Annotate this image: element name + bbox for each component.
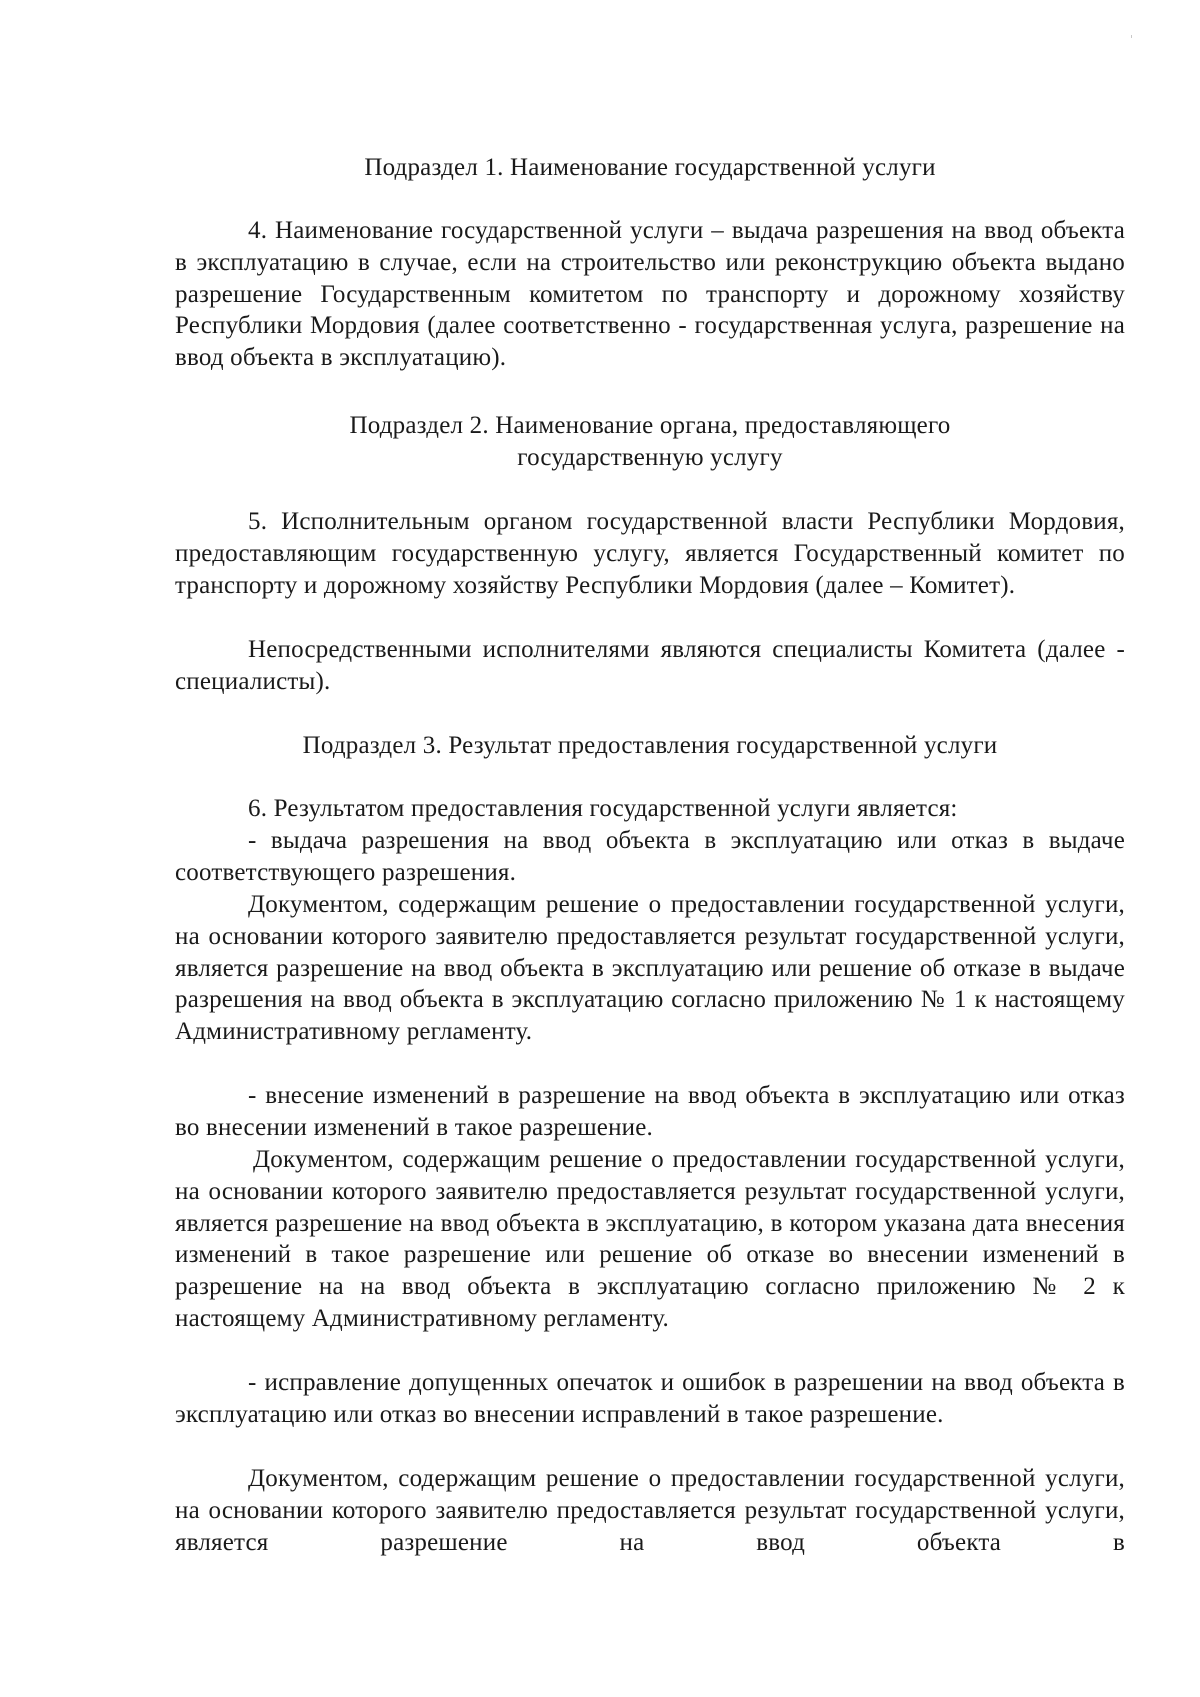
paragraph-document-1: Документом, содержащим решение о предоставлении государственной услуги, на основании которого заявителю предоставляется результат государственной услуги, является разрешение на ввод объекта в эксплуатацию или решение об отказе в выдаче разрешения на ввод объекта в эксплуатацию согласно приложению № 1 к настоящему Административному регламенту.: [175, 891, 1125, 1046]
paragraph-4: 4. Наименование государственной услуги – выдача разрешения на ввод объекта в эксплуатацию в случае, если на строительство или реконструкцию объекта выдано разрешение Государственным комитетом по транспорту и дорожному хозяйству Республики Мордовия (далее соответственно - государственная услуга, разрешение на ввод объекта в эксплуатацию).: [175, 217, 1125, 372]
section-3-heading: Подраздел 3. Результат предоставления государственной услуги: [302, 732, 998, 759]
paragraph-5: 5. Исполнительным органом государственной власти Республики Мордовия, предоставляющим государственную услугу, является Государственный комитет по транспорту и дорожному хозяйству Республики Мордовия (далее – Комитет).: [175, 508, 1125, 599]
paragraph-document-2: Документом, содержащим решение о предоставлении государственной услуги, на основании которого заявителю предоставляется результат государственной услуги, является разрешение на ввод объекта в эксплуатацию, в котором указана дата внесения изменений в такое разрешение или решение об отказе во внесении изменений в разрешение на на ввод объекта в эксплуатацию согласно приложению № 2 к настоящему Административному регламенту.: [175, 1146, 1125, 1332]
section-1-heading: Подраздел 1. Наименование государственной услуги: [364, 154, 936, 181]
section-2-heading-line-2: государственную услугу: [517, 444, 783, 471]
list-item-issuance: - выдача разрешения на ввод объекта в эксплуатацию или отказ в выдаче соответствующего разрешения.: [175, 827, 1125, 886]
list-item-amendment: - внесение изменений в разрешение на ввод объекта в эксплуатацию или отказ во внесении изменений в такое разрешение.: [175, 1082, 1125, 1141]
paragraph-document-3: Документом, содержащим решение о предоставлении государственной услуги, на основании которого заявителю предоставляется результат государственной услуги, является разрешение на ввод объекта в: [175, 1465, 1125, 1556]
paragraph-6: 6. Результатом предоставления государственной услуги является:: [248, 795, 958, 822]
paragraph-5-continuation: Непосредственными исполнителями являются специалисты Комитета (далее - специалисты).: [175, 636, 1125, 695]
section-2-heading-line-1: Подраздел 2. Наименование органа, предоставляющего: [349, 412, 951, 439]
list-item-correction: - исправление допущенных опечаток и ошибок в разрешении на ввод объекта в эксплуатацию или отказ во внесении исправлений в такое разрешение.: [175, 1369, 1125, 1428]
scan-speck: [1131, 35, 1132, 38]
